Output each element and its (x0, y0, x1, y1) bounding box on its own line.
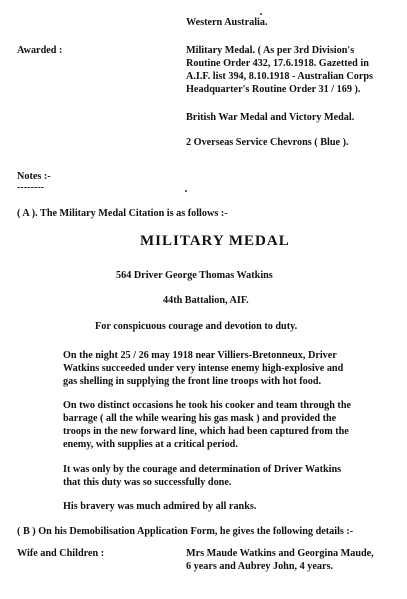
paragraph-line: It was only by the courage and determination of Driver Watkins (63, 464, 342, 475)
medal-line: Routine Order 432, 17.6.1918. Gazetted in (186, 58, 369, 69)
paragraph-line: On the night 25 / 26 may 1918 near Villiers-Bretonneux, Driver (63, 350, 337, 361)
medal-line: A.I.F. list 394, 8.10.1918 - Australian Corps (186, 71, 373, 82)
paragraph-line: gas shelling in supplying the front line troops with hot food. (63, 376, 322, 387)
medal-line: Headquarter's Routine Order 31 / 169 ). (186, 84, 361, 95)
scan-speck (260, 13, 262, 15)
scan-speck (185, 190, 187, 192)
awarded-label: Awarded : (17, 45, 63, 56)
citation-heading: MILITARY MEDAL (140, 233, 290, 249)
paragraph-line: On two distinct occasions he took his cooker and team through the (63, 400, 352, 411)
paragraph-line: that this duty was so successfully done. (63, 477, 232, 488)
chevrons-line: 2 Overseas Service Chevrons ( Blue ). (186, 137, 349, 148)
section-b-intro: ( B ) On his Demobilisation Application Form, he gives the following details :- (17, 526, 354, 537)
paragraph-line: enemy, with supplies at a critical period. (63, 439, 238, 450)
soldier-line: 564 Driver George Thomas Watkins (116, 270, 273, 281)
citation-paragraph-4: His bravery was much admired by all ranks. (63, 501, 257, 512)
notes-underline: -------- (17, 182, 45, 193)
unit-line: 44th Battalion, AIF. (163, 295, 249, 306)
top-line: Western Australia. (186, 17, 268, 28)
paragraph-line: barrage ( all the while wearing his gas mask ) and provided the (63, 413, 337, 424)
wife-children-label: Wife and Children : (17, 548, 105, 559)
notes-label: Notes :- (17, 171, 51, 182)
wife-children-line: Mrs Maude Watkins and Georgina Maude, (186, 548, 374, 559)
paragraph-line: troops in the new forward line, which had been captured from the (63, 426, 349, 437)
war-medals-line: British War Medal and Victory Medal. (186, 112, 355, 123)
citation-lead: For conspicuous courage and devotion to duty. (95, 321, 298, 332)
wife-children-line: 6 years and Aubrey John, 4 years. (186, 561, 333, 572)
medal-line: Military Medal. ( As per 3rd Division's (186, 45, 355, 56)
section-a-intro: ( A ). The Military Medal Citation is as follows :- (17, 208, 228, 219)
paragraph-line: Watkins succeeded under very intense enemy high-explosive and (63, 363, 344, 374)
